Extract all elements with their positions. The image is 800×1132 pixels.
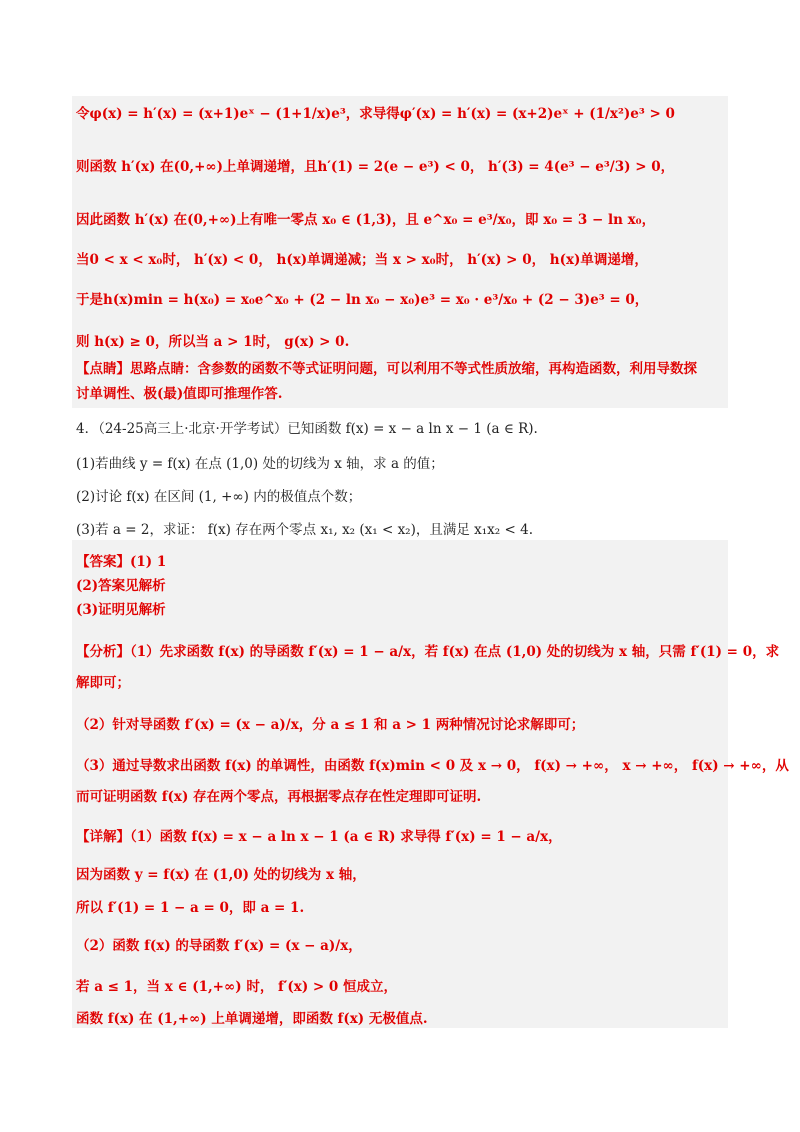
problem-part-3: (3)若 a = 2，求证： f(x) 存在两个零点 x₁, x₂ (x₁ < x₂)，且满足 x₁x₂ < 4. bbox=[76, 522, 533, 538]
problem-heading: 4．（24-25高三上·北京·开学考试）已知函数 f(x) = x − a ln x − 1 (a ∈ R). bbox=[76, 421, 538, 437]
solution-line-4: 当0 < x < x₀时， h′(x) < 0， h(x)单调递减；当 x > x₀时， h′(x) > 0， h(x)单调递增， bbox=[76, 252, 648, 268]
detail-line-4: （2）函数 f(x) 的导函数 f′(x) = (x − a)/x， bbox=[76, 938, 362, 954]
analysis-line-2: 解即可； bbox=[76, 675, 130, 691]
solution-line-3: 因此函数 h′(x) 在(0,+∞)上有唯一零点 x₀ ∈ (1,3)，且 e^x₀ = e³/x₀，即 x₀ = 3 − ln x₀， bbox=[76, 212, 656, 228]
analysis-line-1: 【分析】（1）先求函数 f(x) 的导函数 f′(x) = 1 − a/x，若 f(x) 在点 (1,0) 处的切线为 x 轴，只需 f′(1) = 0，求 bbox=[76, 644, 780, 660]
tip-line-1: 【点睛】思路点睛：含参数的函数不等式证明问题，可以利用不等式性质放缩，再构造函数，利用导数探 bbox=[76, 361, 697, 377]
solution-line-2: 则函数 h′(x) 在(0,+∞)上单调递增，且h′(1) = 2(e − e³) < 0， h′(3) = 4(e³ − e³/3) > 0， bbox=[76, 159, 675, 175]
answer-line-3: (3)证明见解析 bbox=[76, 602, 166, 618]
solution-line-5: 于是h(x)min = h(x₀) = x₀e^x₀ + (2 − ln x₀ − x₀)e³ = x₀ · e³/x₀ + (2 − 3)e³ = 0， bbox=[76, 292, 649, 308]
tip-line-2: 讨单调性、极(最)值即可推理作答. bbox=[76, 386, 283, 402]
solution-line-6: 则 h(x) ≥ 0，所以当 a > 1时， g(x) > 0. bbox=[76, 334, 350, 350]
analysis-line-3: （2）针对导函数 f′(x) = (x − a)/x，分 a ≤ 1 和 a > 1 两种情况讨论求解即可； bbox=[76, 717, 585, 733]
detail-line-6: 函数 f(x) 在 (1,+∞) 上单调递增，即函数 f(x) 无极值点. bbox=[76, 1011, 428, 1027]
detail-line-2: 因为函数 y = f(x) 在 (1,0) 处的切线为 x 轴， bbox=[76, 867, 366, 883]
analysis-line-5: 而可证明函数 f(x) 存在两个零点，再根据零点存在性定理即可证明. bbox=[76, 789, 482, 805]
analysis-line-4: （3）通过导数求出函数 f(x) 的单调性，由函数 f(x)min < 0 及 x → 0， f(x) → +∞， x → +∞， f(x) → +∞，从 bbox=[76, 758, 789, 774]
detail-line-3: 所以 f′(1) = 1 − a = 0，即 a = 1. bbox=[76, 900, 305, 916]
problem-part-1: (1)若曲线 y = f(x) 在点 (1,0) 处的切线为 x 轴，求 a 的值； bbox=[76, 456, 444, 472]
detail-line-1: 【详解】（1）函数 f(x) = x − a ln x − 1 (a ∈ R) 求导得 f′(x) = 1 − a/x， bbox=[76, 829, 562, 845]
answer-line-2: (2)答案见解析 bbox=[76, 578, 166, 594]
detail-line-5: 若 a ≤ 1，当 x ∈ (1,+∞) 时， f′(x) > 0 恒成立， bbox=[76, 979, 398, 995]
answer-line-1: 【答案】(1) 1 bbox=[76, 554, 167, 570]
problem-part-2: (2)讨论 f(x) 在区间 (1, +∞) 内的极值点个数； bbox=[76, 489, 362, 505]
solution-line-1: 令φ(x) = h′(x) = (x+1)eˣ − (1+1/x)e³，求导得φ′(x) = h′(x) = (x+2)eˣ + (1/x²)e³ > 0 bbox=[76, 106, 675, 122]
